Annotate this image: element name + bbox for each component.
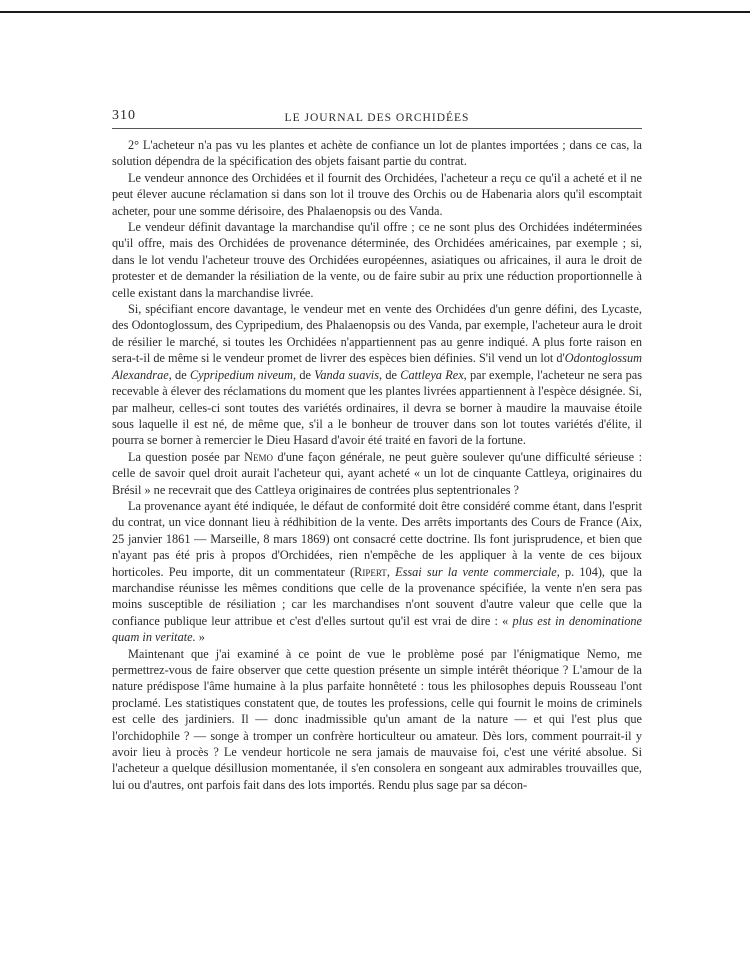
paragraph-6: La provenance ayant été indiquée, le défaut de conformité doit être considéré comme étant, dans l'esprit du contrat, un vice donnant lieu à rédhibition de la vente. Des arrêts importants des Cours de France (Aix, 25 janvier 1861 — Marseille, 8 mars 1869) ont consacré cette doctrine. Ils font jurisprudence, et bien que n'ayant pas été pris à propos d'Orchidées, rien n'empêche de les appliquer à la vente de ces bijoux horticoles. Peu importe, dit un commentateur (Ripert, Essai sur la vente commerciale, p. 104), que la marchandise réunisse les mêmes conditions que celle de la provenance spécifiée, la vente n'en sera pas moins susceptible de résiliation ; car les marchandises n'ont souvent d'autre valeur que celle que la confiance publique leur attribue et c'est d'elles surtout qu'il est vrai de dire : « plus est in denominatione quam in veritate. »	[112, 498, 643, 645]
cited-author: Ripert	[354, 564, 387, 579]
running-title: LE JOURNAL DES ORCHIDÉES	[284, 112, 470, 124]
paragraph-3: Le vendeur définit davantage la marchandise qu'il offre ; ce ne sont plus des Orchidées indéterminées qu'il offre, mais des Orchidées de provenance déterminée, des Orchidées américaines, par exemple ; si, dans le lot vendu l'acheteur trouve des Orchidées européennes, asiatiques ou africaines, il aura le droit de protester et de demander la résiliation de la vente, ou de faire subir au prix une réduction proportionnelle à celle existant dans la marchandise livrée.	[112, 220, 642, 300]
top-border-rule	[0, 11, 750, 13]
page-number: 310	[112, 108, 136, 123]
species-name: Vanda suavis	[314, 367, 380, 382]
paragraph-4: Si, spécifiant encore davantage, le vendeur met en vente des Orchidées d'un genre défini, des Lycaste, des Odontoglossum, des Cypripedium, des Phalaenopsis ou des Vanda, par exemple, l'acheteur aura le droit de résilier le marché, si toutes les Orchidées n'appartiennent pas au genre indiqué. A plus forte raison en sera-t-il de même si le vendeur promet de livrer des espèces bien définies. S'il vend un lot d'Odontoglossum Alexandrae, de Cypripedium niveum, de Vanda suavis, de Cattleya Rex, par exemple, l'acheteur ne sera pas recevable à élever des réclamations du moment que les plantes livrées appartiennent à l'espèce désignée. Si, par malheur, celles-ci sont toutes des variétés ordinaires, il devra se borner à maudire la mauvaise étoile sous laquelle il est né, de même que, s'il a le bonheur de trouver dans son lot toutes variétés d'élite, il pourra se borner à remercier le Dieu Hasard d'avoir été traité en favori de la fortune.	[112, 302, 642, 448]
species-name: Odontoglossum Alexandrae	[112, 351, 642, 382]
paragraph-7: Maintenant que j'ai examiné à ce point de vue le problème posé par l'énigmatique Nemo, me permettrez-vous de faire observer que cette question présente un simple intérêt théorique ? L'amour de la nature prédispose l'âme humaine à la plus parfaite honnêteté : tous les philosophes depuis Rousseau l'ont proclamé. Les statistiques constatent que, de toutes les professions, celle qui fournit le moins de criminels est celle des jardiniers. Il — donc inadmissible qu'un amant de la nature — et qui l'est plus que l'orchidophile ? — songe à tromper un confrère horticulteur ou amateur. Dès lors, comment pourrait-il y avoir lieu à procès ? Le vendeur horticole ne sera jamais de mauvaise foi, c'est une vérité absolue. Si l'acheteur a quelque désillusion momentanée, il s'en consolera en songeant aux admirables trouvailles que, lui ou d'autres, ont parfois fait dans des lots importés. Rendu plus sage par sa décon-	[112, 646, 642, 792]
journal-page	[112, 104, 642, 793]
paragraph-5: La question posée par Nemo d'une façon générale, ne peut guère soulever qu'une difficulté sérieuse : celle de savoir quel droit aurait l'acheteur qui, ayant acheté « un lot de cinquante Cattleya, originaires du Brésil » ne recevrait que des Cattleya originaires de contrées plus septentrionales ?	[112, 449, 642, 497]
latin-quotation: plus est in denominatione quam in veritate.	[112, 613, 642, 645]
cited-work-title: Essai sur la vente commerciale	[395, 564, 557, 579]
paragraph-2: Le vendeur annonce des Orchidées et il fournit des Orchidées, l'acheteur a reçu ce qu'il a acheté et il ne peut élever aucune réclamation si dans son lot il trouve des Orchis ou de Habenaria alors qu'il escomptait acheter, pour une somme dérisoire, des Phalaenopsis ou des Vanda.	[112, 170, 642, 218]
author-name: Nemo	[244, 449, 274, 464]
page-header	[112, 104, 642, 129]
paragraph-1: 2° L'acheteur n'a pas vu les plantes et achète de confiance un lot de plantes importées ; dans ce cas, la solution dépendra de la spécification des objets faisant partie du contrat.	[112, 138, 642, 169]
species-name: Cypripedium niveum	[189, 367, 293, 382]
species-name: Cattleya Rex	[400, 367, 464, 382]
article-body	[112, 137, 642, 793]
